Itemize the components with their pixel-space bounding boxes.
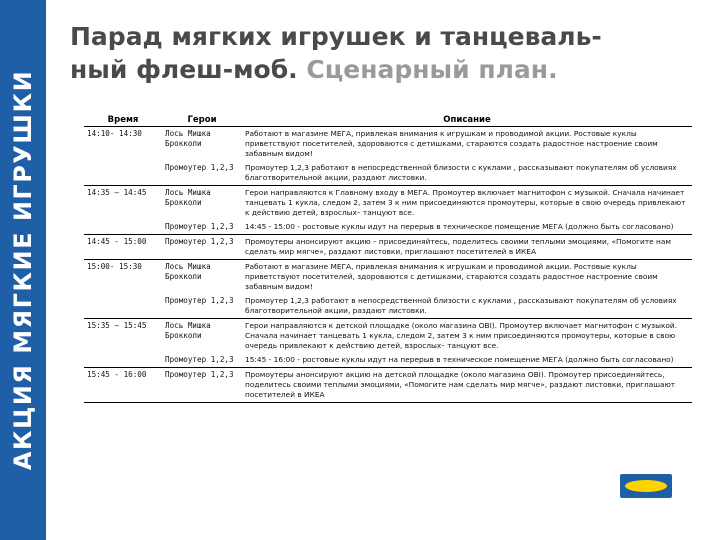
cell-time: 14:35 – 14:45 xyxy=(84,186,162,221)
cell-description: Герои направляются к детской площадке (около магазина OBI). Промоутер включает магнитофон с музыкой. Сначала начинает танцевать 1 кукла, следом 2, затем 3 к ним присоединяются промоутеры, которые в свою очередь привлекают к действию детей, взрослых– танцуют все. xyxy=(242,319,692,354)
cell-heroes: Промоутер 1,2,3 xyxy=(162,368,242,403)
schedule-table xyxy=(84,113,692,403)
cell-heroes: Промоутер 1,2,3 xyxy=(165,222,234,231)
cell-heroes: Лось Мишка Брокколи xyxy=(162,186,242,221)
cell-heroes: Лось Мишка Брокколи xyxy=(162,319,242,354)
table-row xyxy=(84,127,692,162)
cell-description: Работают в магазине МЕГА, привлекая внимания к игрушкам и проводимой акции. Ростовые куклы приветствуют посетителей, здороваются с детишками, стараются создать радостное настроение своим забавным видом! xyxy=(242,260,692,295)
page-title xyxy=(70,20,710,86)
cell-heroes: Лось Мишка Брокколи xyxy=(162,260,242,295)
cell-description: Работают в магазине МЕГА, привлекая внимания к игрушкам и проводимой акции. Ростовые куклы приветствуют посетителей, здороваются с детишками, стараются создать радостное настроение своим забавным видом! xyxy=(242,127,692,162)
cell-heroes: Промоутер 1,2,3 xyxy=(165,296,234,305)
cell-time: 14:10- 14:30 xyxy=(84,127,162,162)
title-line-1: Парад мягких игрушек и танцеваль- xyxy=(70,22,602,51)
header-heroes: Герои xyxy=(162,113,242,127)
header-description: Описание xyxy=(242,113,692,127)
table-row xyxy=(84,260,692,295)
cell-description: Промоутеры анонсируют акцию на детской площадке (около магазина OBI). Промоутер присоединяйтесь, поделитесь своими теплыми эмоциями, «Помогите нам сделать мир мягче», раздают листовки, приглашают посетителей в ИКЕА xyxy=(242,368,692,403)
sidebar-title: АКЦИЯ МЯГКИЕ ИГРУШКИ xyxy=(9,69,37,471)
cell-description: Промоутеры анонсируют акцию – присоединяйтесь, поделитесь своими теплыми эмоциями, «Помогите нам сделать мир мягче», раздают листовки, приглашают посетителей в ИКЕА xyxy=(242,235,692,260)
schedule-table-wrapper xyxy=(84,113,692,403)
cell-time: 15:35 – 15:45 xyxy=(84,319,162,354)
brand-logo xyxy=(620,474,672,498)
cell-time xyxy=(84,294,162,319)
cell-heroes: Промоутер 1,2,3 xyxy=(162,235,242,260)
table-header-row xyxy=(84,113,692,127)
cell-heroes: Лось Мишка Брокколи xyxy=(162,127,242,162)
cell-description: Промоутер 1,2,3 работают в непосредственной близости с куклами , рассказывают покупателям об условиях благотворительной акции, раздают листовки. xyxy=(245,163,677,182)
table-row xyxy=(84,235,692,260)
cell-description: Промоутер 1,2,3 работают в непосредственной близости с куклами , рассказывают покупателям об условиях благотворительной акции, раздают листовки. xyxy=(245,296,677,315)
cell-time xyxy=(84,220,162,235)
cell-time xyxy=(84,161,162,186)
table-row xyxy=(84,319,692,354)
table-row xyxy=(84,220,692,235)
table-row xyxy=(84,294,692,319)
cell-description: Герои направляются к Главному входу в МЕГА. Промоутер включает магнитофон с музыкой. Сначала начинает танцевать 1 кукла, следом 2, затем 3 к ним присоединяются промоутеры, которые в свою очередь привлекают к действию детей, взрослых– танцуют все. xyxy=(242,186,692,221)
sidebar-banner xyxy=(0,0,46,540)
table-row xyxy=(84,353,692,368)
cell-time xyxy=(84,353,162,368)
cell-description: 14:45 - 15:00 - ростовые куклы идут на перерыв в техническое помещение МЕГА (должно быть согласовано) xyxy=(245,222,674,231)
table-row xyxy=(84,186,692,221)
table-row xyxy=(84,161,692,186)
cell-heroes: Промоутер 1,2,3 xyxy=(165,355,234,364)
cell-time: 14:45 - 15:00 xyxy=(84,235,162,260)
cell-time: 15:45 - 16:00 xyxy=(84,368,162,403)
header-time: Время xyxy=(84,113,162,127)
table-row xyxy=(84,368,692,403)
cell-heroes: Промоутер 1,2,3 xyxy=(165,163,234,172)
title-subtitle: Сценарный план. xyxy=(306,55,558,84)
cell-time: 15:00- 15:30 xyxy=(84,260,162,295)
title-line-2: ный флеш-моб. xyxy=(70,55,307,84)
cell-description: 15:45 - 16:00 - ростовые куклы идут на перерыв в техническое помещение МЕГА (должно быть согласовано) xyxy=(245,355,674,364)
